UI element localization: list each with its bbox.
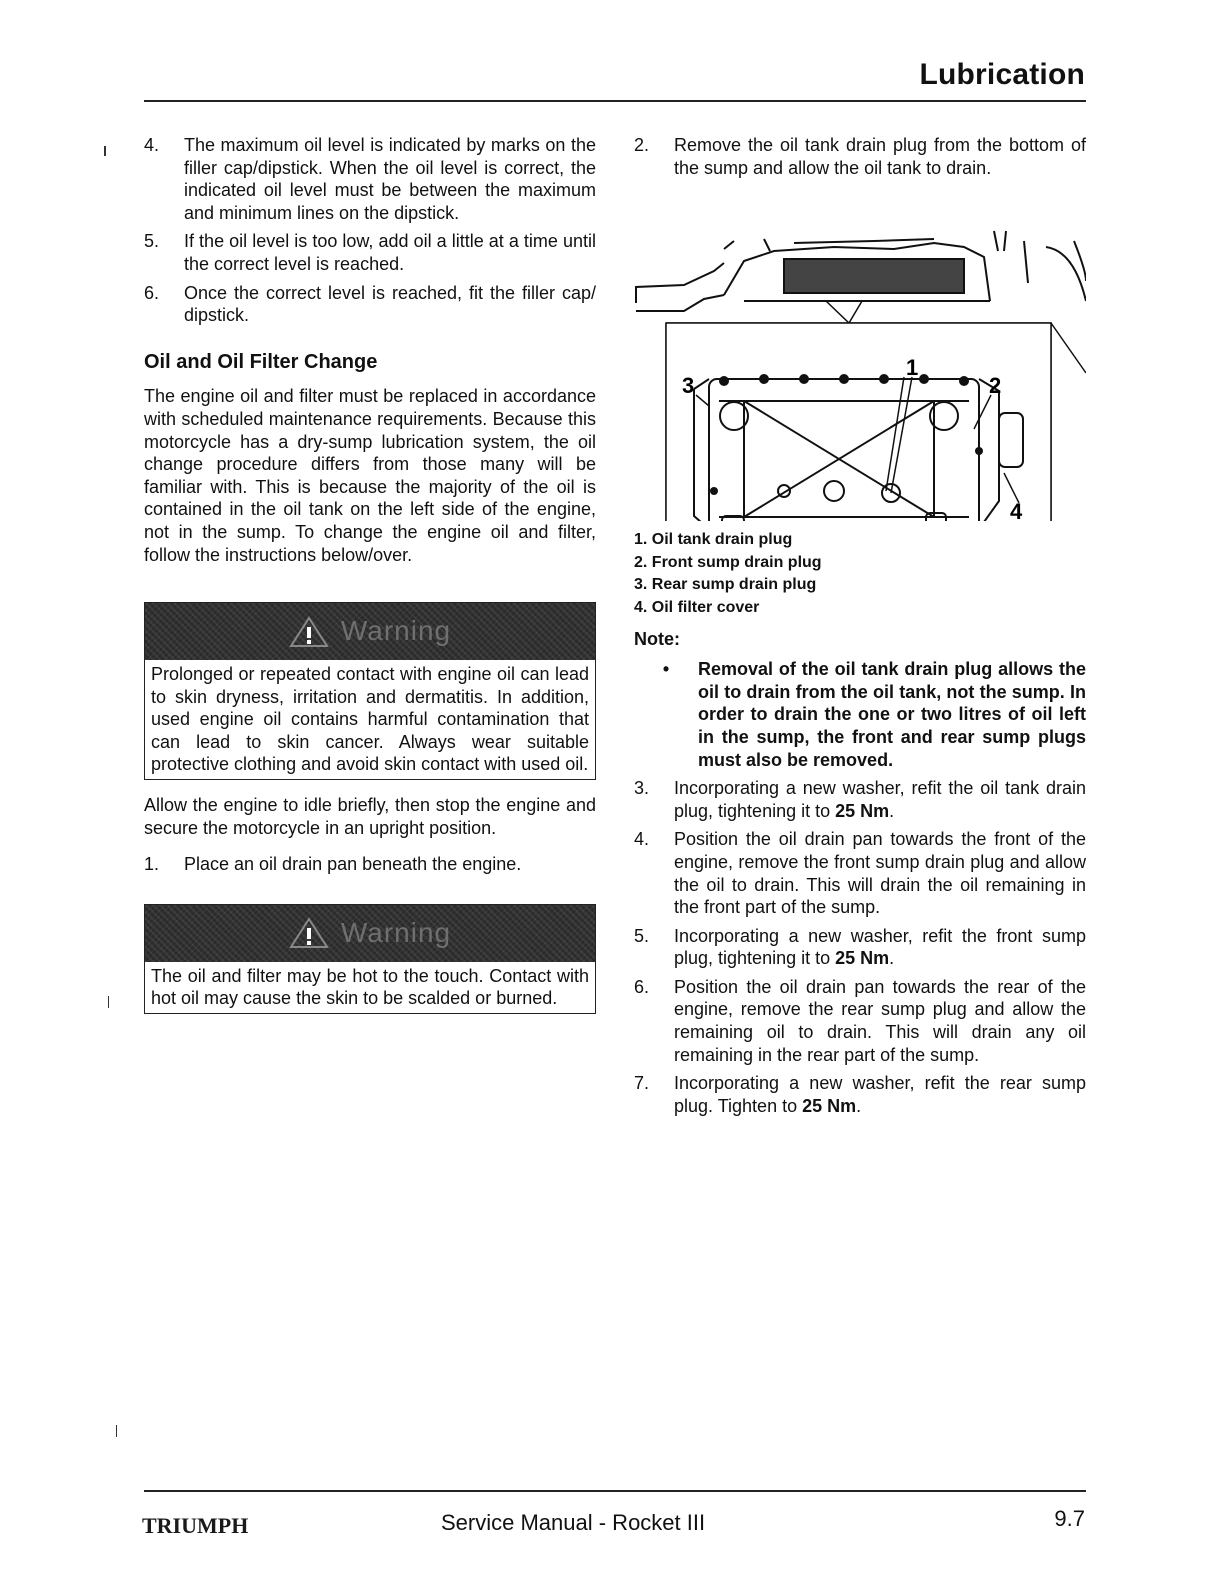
margin-mark bbox=[116, 1425, 117, 1437]
page-title: Lubrication bbox=[919, 58, 1085, 91]
warning-header bbox=[145, 603, 595, 660]
warning-label: Warning bbox=[340, 917, 452, 949]
left-column bbox=[144, 134, 596, 1014]
step-2: 2. Remove the oil tank drain plug from the bottom of the sump and allow the oil tank to drain. bbox=[634, 135, 1086, 178]
warning-triangle-icon bbox=[289, 616, 329, 648]
callout-4: 4 bbox=[1010, 499, 1023, 522]
note-bullet: • Removal of the oil tank drain plug allows the oil to drain from the oil tank, not the sump. In order to drain the one or two litres of oil left in the sump, the front and rear sump plugs must also be removed. bbox=[634, 658, 1086, 771]
warning-box bbox=[144, 904, 596, 1014]
legend-item: 4. Oil filter cover bbox=[634, 598, 760, 616]
warning-box bbox=[144, 602, 596, 780]
note-heading: Note: bbox=[634, 628, 680, 649]
step-6-right: 6. Position the oil drain pan towards the rear of the engine, remove the rear sump plug and allow the remaining oil to drain. This will drain any oil remaining in the rear part of the sump. bbox=[634, 976, 1086, 1065]
step-6: 6. Once the correct level is reached, fit the filler cap/ dipstick. bbox=[144, 282, 596, 326]
idle-paragraph: Allow the engine to idle briefly, then stop the engine and secure the motorcycle in an upright position. bbox=[144, 795, 596, 838]
callout-1: 1 bbox=[906, 355, 919, 381]
warning-text: Prolonged or repeated contact with engine oil can lead to skin dryness, irritation and dermatitis. In addition, used engine oil contains harmful contamination that can lead to skin cancer. Always wear suitable protective clothing and avoid skin contact with used oil. bbox=[151, 664, 589, 775]
legend-item: 2. Front sump drain plug bbox=[634, 553, 822, 571]
detail-frame bbox=[666, 323, 1051, 521]
section-heading: Oil and Oil Filter Change bbox=[144, 350, 378, 373]
bullet-dot: • bbox=[662, 659, 670, 680]
step-5: 5. If the oil level is too low, add oil a little at a time until the correct level is reached. bbox=[144, 231, 596, 274]
header-rule bbox=[144, 100, 1086, 102]
callout-2: 2 bbox=[989, 373, 1002, 399]
step-4: 4. The maximum oil level is indicated by marks on the filler cap/dipstick. When the oil level is correct, the indicated oil level must be between the maximum and minimum lines on the dipstick. bbox=[144, 135, 596, 223]
warning-text: The oil and filter may be hot to the touch. Contact with hot oil may cause the skin to be scalded or burned. bbox=[151, 965, 589, 1009]
callout-3: 3 bbox=[682, 373, 695, 399]
engine-side-view bbox=[636, 231, 1086, 311]
detail-pointer bbox=[826, 301, 862, 323]
intro-paragraph: The engine oil and filter must be replaced in accordance with scheduled maintenance requirements. Because this motorcycle has a dry-sump lubrication system, the oil change procedure differs from those many will be familiar with. This is because the majority of the oil is contained in the oil tank on the left side of the engine, not in the sump. To change the engine oil and filter, follow the instructions below/over. bbox=[144, 386, 596, 565]
legend-item: 3. Rear sump drain plug bbox=[634, 576, 817, 594]
figure-legend bbox=[634, 529, 1086, 619]
margin-mark bbox=[104, 146, 106, 156]
margin-mark bbox=[108, 996, 109, 1008]
step-4-right: 4. Position the oil drain pan towards the front of the engine, remove the front sump drain plug and allow the oil to drain. This will drain the oil remaining in the front part of the sump. bbox=[634, 829, 1086, 918]
warning-header bbox=[145, 905, 595, 962]
step-7-right: 7. Incorporating a new washer, refit the rear sump plug. Tighten to 25 Nm. bbox=[634, 1073, 1086, 1116]
page-number: 9.7 bbox=[1054, 1506, 1085, 1531]
triumph-logo: TRIUMPH bbox=[142, 1513, 249, 1538]
step-1: 1. Place an oil drain pan beneath the engine. bbox=[144, 854, 522, 875]
right-column bbox=[634, 134, 1086, 1123]
warning-label: Warning bbox=[340, 615, 452, 647]
legend-item: 1. Oil tank drain plug bbox=[634, 531, 793, 549]
step-5-right: 5. Incorporating a new washer, refit the front sump plug, tightening it to 25 Nm. bbox=[634, 925, 1086, 969]
footer-manual-title: Service Manual - Rocket III bbox=[441, 1510, 706, 1535]
sump-drain-plug-diagram bbox=[634, 191, 1086, 521]
warning-triangle-icon bbox=[289, 917, 329, 949]
footer-rule bbox=[144, 1490, 1086, 1492]
step-3: 3. Incorporating a new washer, refit the oil tank drain plug, tightening it to 25 Nm. bbox=[634, 778, 1086, 821]
